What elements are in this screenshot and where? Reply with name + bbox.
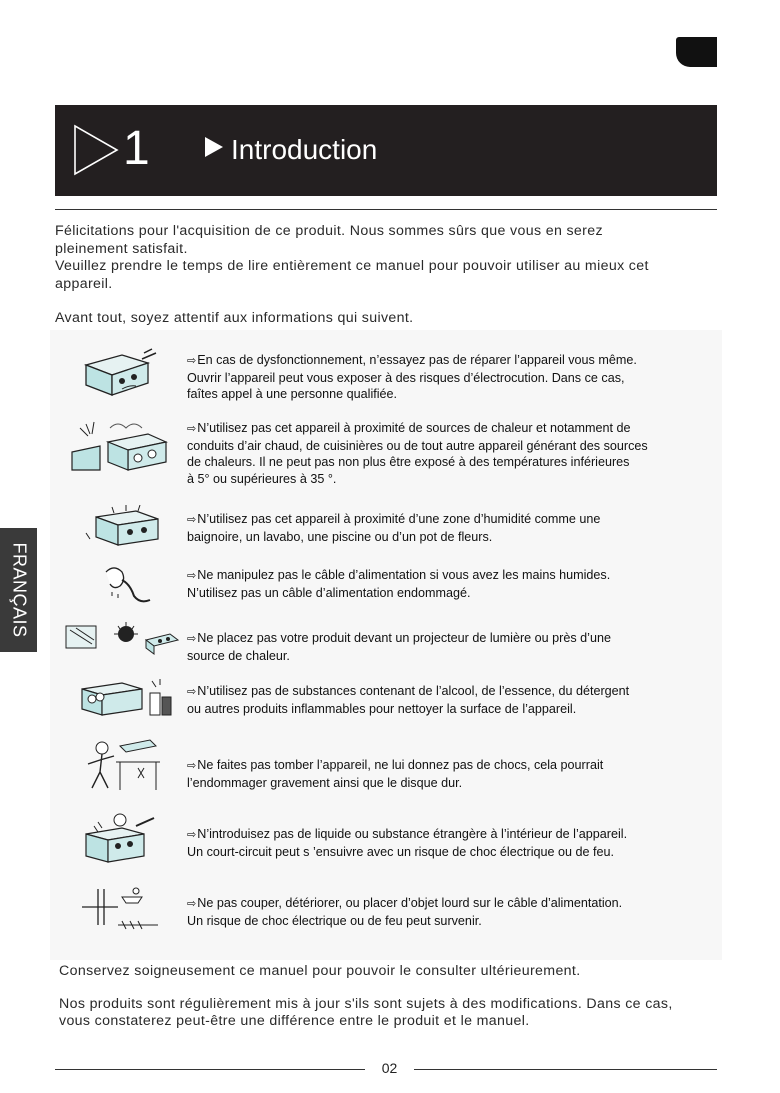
play-icon bbox=[205, 137, 223, 157]
arrow-icon: ⇨ bbox=[187, 829, 197, 841]
liquid-object-icon bbox=[78, 812, 162, 868]
arrow-icon: ⇨ bbox=[187, 570, 197, 582]
chapter-number: 1 bbox=[123, 122, 150, 175]
intro-line: Avant tout, soyez attentif aux informations qui suivent. bbox=[55, 310, 414, 326]
drop-shock-icon bbox=[80, 738, 164, 794]
warning-line: à 5° ou supérieures à 35 °. bbox=[187, 471, 337, 486]
page-number: 02 bbox=[381, 1060, 398, 1076]
outro-line: vous constaterez peut-être une différence entre le produit et le manuel. bbox=[59, 1013, 530, 1029]
intro-line: Veuillez prendre le temps de lire entièrement ce manuel pour pouvoir utiliser au mieux cet bbox=[55, 258, 649, 274]
warning-line: ⇨Ne manipulez pas le câble d’alimentation si vous avez les mains humides. bbox=[187, 568, 611, 582]
warning-item bbox=[187, 567, 727, 601]
warning-line: ⇨Ne faites pas tomber l’appareil, ne lui donnez pas de chocs, cela pourrait bbox=[187, 758, 604, 772]
intro-line: pleinement satisfait. bbox=[55, 240, 188, 257]
arrow-icon: ⇨ bbox=[187, 760, 197, 772]
chemicals-icon bbox=[72, 677, 176, 719]
outro-line: Conservez soigneusement ce manuel pour pouvoir le consulter ultérieurement. bbox=[59, 963, 581, 979]
language-side-tab bbox=[0, 528, 37, 652]
humidity-icon bbox=[82, 505, 168, 551]
warning-line: N’utilisez pas un câble d’alimentation endommagé. bbox=[187, 585, 471, 600]
warning-line: Ouvrir l’appareil peut vous exposer à des risques d’électrocution. Dans ce cas, bbox=[187, 370, 625, 385]
arrow-icon: ⇨ bbox=[187, 514, 197, 526]
warning-line: conduits d’air chaud, de cuisinières ou de tout autre appareil générant des sources bbox=[187, 438, 648, 453]
arrow-icon: ⇨ bbox=[187, 423, 197, 435]
chapter-header bbox=[55, 105, 717, 196]
warning-line: ⇨En cas de dysfonctionnement, n’essayez pas de réparer l’appareil vous même. bbox=[187, 353, 637, 367]
intro-line: Félicitations pour l'acquisition de ce produit. Nous sommes sûrs que vous en serez bbox=[55, 223, 603, 239]
warning-line: source de chaleur. bbox=[187, 648, 290, 663]
warning-line: baignoire, un lavabo, une piscine ou d’un pot de fleurs. bbox=[187, 529, 493, 544]
footer-divider bbox=[55, 1069, 365, 1070]
warning-line: ⇨Ne placez pas votre produit devant un projecteur de lumière ou près d’une bbox=[187, 631, 611, 645]
arrow-icon: ⇨ bbox=[187, 633, 197, 645]
closing-text bbox=[59, 963, 729, 1031]
repair-warning-icon bbox=[82, 347, 162, 399]
warning-line: ⇨N’utilisez pas cet appareil à proximité de sources de chaleur et notamment de bbox=[187, 421, 631, 435]
intro-text bbox=[55, 223, 705, 328]
warning-line: de chaleurs. Il ne peut pas non plus être exposé à des températures inférieures bbox=[187, 455, 630, 469]
language-label: FRANÇAIS bbox=[9, 542, 29, 638]
heat-source-icon bbox=[70, 418, 174, 474]
arrow-icon: ⇨ bbox=[187, 686, 197, 698]
divider bbox=[55, 209, 717, 210]
warning-item bbox=[187, 511, 727, 545]
warning-line: ⇨N’utilisez pas cet appareil à proximité d’une zone d’humidité comme une bbox=[187, 512, 601, 526]
wet-hands-cable-icon bbox=[100, 562, 152, 608]
warning-line: faîtes appel à une personne qualifiée. bbox=[187, 387, 398, 401]
warning-item bbox=[187, 895, 727, 929]
arrow-icon: ⇨ bbox=[187, 355, 197, 367]
warning-item bbox=[187, 352, 727, 403]
warning-item bbox=[187, 630, 727, 664]
intro-line: appareil. bbox=[55, 275, 113, 292]
sunlight-icon bbox=[64, 620, 180, 660]
section-title-text: Introduction bbox=[231, 134, 378, 165]
warning-line: Un court-circuit peut s ’ensuivre avec un risque de choc électrique ou de feu. bbox=[187, 844, 615, 859]
footer-divider bbox=[414, 1069, 717, 1070]
cable-damage-icon bbox=[78, 885, 168, 937]
warning-line: l’endommager gravement ainsi que le disque dur. bbox=[187, 775, 463, 790]
corner-tab bbox=[676, 37, 717, 67]
warning-item bbox=[187, 826, 727, 860]
outro-line: Nos produits sont régulièrement mis à jour s'ils sont sujets à des modifications. Dans ce cas, bbox=[59, 995, 673, 1012]
warning-line: Un risque de choc électrique ou de feu peut survenir. bbox=[187, 913, 482, 928]
warning-line: ⇨N’utilisez pas de substances contenant de l’alcool, de l’essence, du détergent bbox=[187, 684, 630, 698]
arrow-icon: ⇨ bbox=[187, 898, 197, 910]
warning-line: ⇨N’introduisez pas de liquide ou substance étrangère à l’intérieur de l’appareil. bbox=[187, 827, 628, 841]
warning-item bbox=[187, 420, 727, 487]
warning-line: ou autres produits inflammables pour nettoyer la surface de l’appareil. bbox=[187, 701, 577, 716]
section-title bbox=[205, 133, 377, 167]
warning-item bbox=[187, 683, 727, 717]
warning-item bbox=[187, 757, 727, 791]
chapter-triangle-icon bbox=[73, 124, 119, 176]
warning-line: ⇨Ne pas couper, détériorer, ou placer d’objet lourd sur le câble d’alimentation. bbox=[187, 896, 623, 910]
